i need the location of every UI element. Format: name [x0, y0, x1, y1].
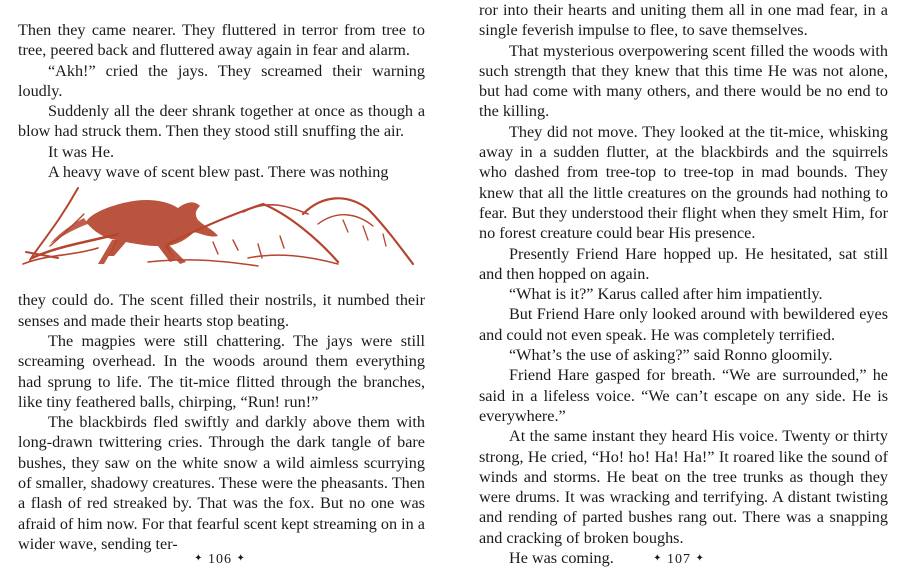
- ornament-left-b: ✦: [236, 553, 246, 564]
- page-number-right: [629, 552, 729, 568]
- page-number-left: [170, 552, 270, 568]
- left-text-top: [18, 20, 425, 182]
- paragraph: “What’s the use of asking?” said Ronno gloomily.: [509, 346, 833, 365]
- paragraph: “What is it?” Karus called after him impatiently.: [509, 285, 823, 304]
- paragraph: But Friend Hare only looked around with bewildered eyes and could not even speak. He was completely terrified.: [479, 305, 888, 344]
- fox-icon: [50, 200, 218, 264]
- paragraph: they could do. The scent filled their nostrils, it numbed their senses and made their hearts stop beating.: [18, 291, 425, 330]
- page-number-106: 106: [208, 552, 232, 567]
- ornament-left-a: ✦: [194, 553, 204, 564]
- paragraph: A heavy wave of scent blew past. There was nothing: [48, 163, 389, 182]
- paragraph: “Akh!” cried the jays. They screamed their warning loudly.: [18, 61, 425, 100]
- paragraph: They did not move. They looked at the tit-mice, whisking away in a sudden flutter, at the blackbirds and the squirrels who dashed from tree-top to tree-top in mad bounds. They knew that all the little creatures on the grounds had nothing to fear. But they understood their flight when they smelt Him, for no forest creature could bear His presence.: [479, 122, 888, 243]
- paragraph: ror into their hearts and uniting them all in one mad fear, in a single feverish impulse to flee, to save themselves.: [479, 1, 888, 40]
- paragraph: Presently Friend Hare hopped up. He hesitated, sat still and then hopped on again.: [479, 244, 888, 283]
- paragraph: The blackbirds fled swiftly and darkly above them with long-drawn twittering cries. Through the dark tangle of bare bushes, they saw on the white snow a wild aimless scurrying of smaller, shadowy creatures. These were the pheasants. Then a flash of red streaked by. That was the fox. But no one was afraid of him now. For that fearful scent kept streaming on in a wider wave, sending ter-: [18, 413, 425, 553]
- ornament-right-a: ✦: [653, 553, 663, 564]
- right-text: [479, 0, 888, 568]
- page-number-107: 107: [667, 552, 691, 567]
- right-page: [449, 0, 898, 584]
- paragraph: The magpies were still chattering. The jays were still screaming overhead. In the woods around them everything had sprung to life. The tit-mice flitted through the branches, like tiny feathered balls, chirping, “Run! run!”: [18, 331, 425, 411]
- paragraph: He was coming.: [509, 549, 614, 568]
- left-text-bottom: [18, 290, 425, 554]
- paragraph: At the same instant they heard His voice. Twenty or thirty strong, He cried, “Ho! ho! Ha! Ha!” It roared like the sound of winds and storms. He beat on the tree trunks as though they were drums. It was wracking and terrifying. A distant twisting and rending of parted bushes rang out. There was a snapping and cracking of broken boughs.: [479, 427, 888, 547]
- paragraph: Suddenly all the deer shrank together at once as though a blow had struck them. Then they stood still snuffing the air.: [18, 102, 425, 141]
- fox-illustration: [18, 184, 425, 281]
- paragraph: It was He.: [48, 142, 115, 161]
- paragraph: Then they came nearer. They fluttered in terror from tree to tree, peered back and fluttered away again in fear and alarm.: [18, 21, 425, 60]
- fox-running-drawing: [18, 184, 418, 281]
- paragraph: Friend Hare gasped for breath. “We are surrounded,” he said in a lifeless voice. “We can’t escape on any side. He is everywhere.”: [479, 366, 888, 425]
- ornament-right-b: ✦: [695, 553, 705, 564]
- paragraph: That mysterious overpowering scent filled the woods with such strength that they knew that this time He was not alone, but had come with many others, and there would be no end to the killing.: [479, 41, 888, 121]
